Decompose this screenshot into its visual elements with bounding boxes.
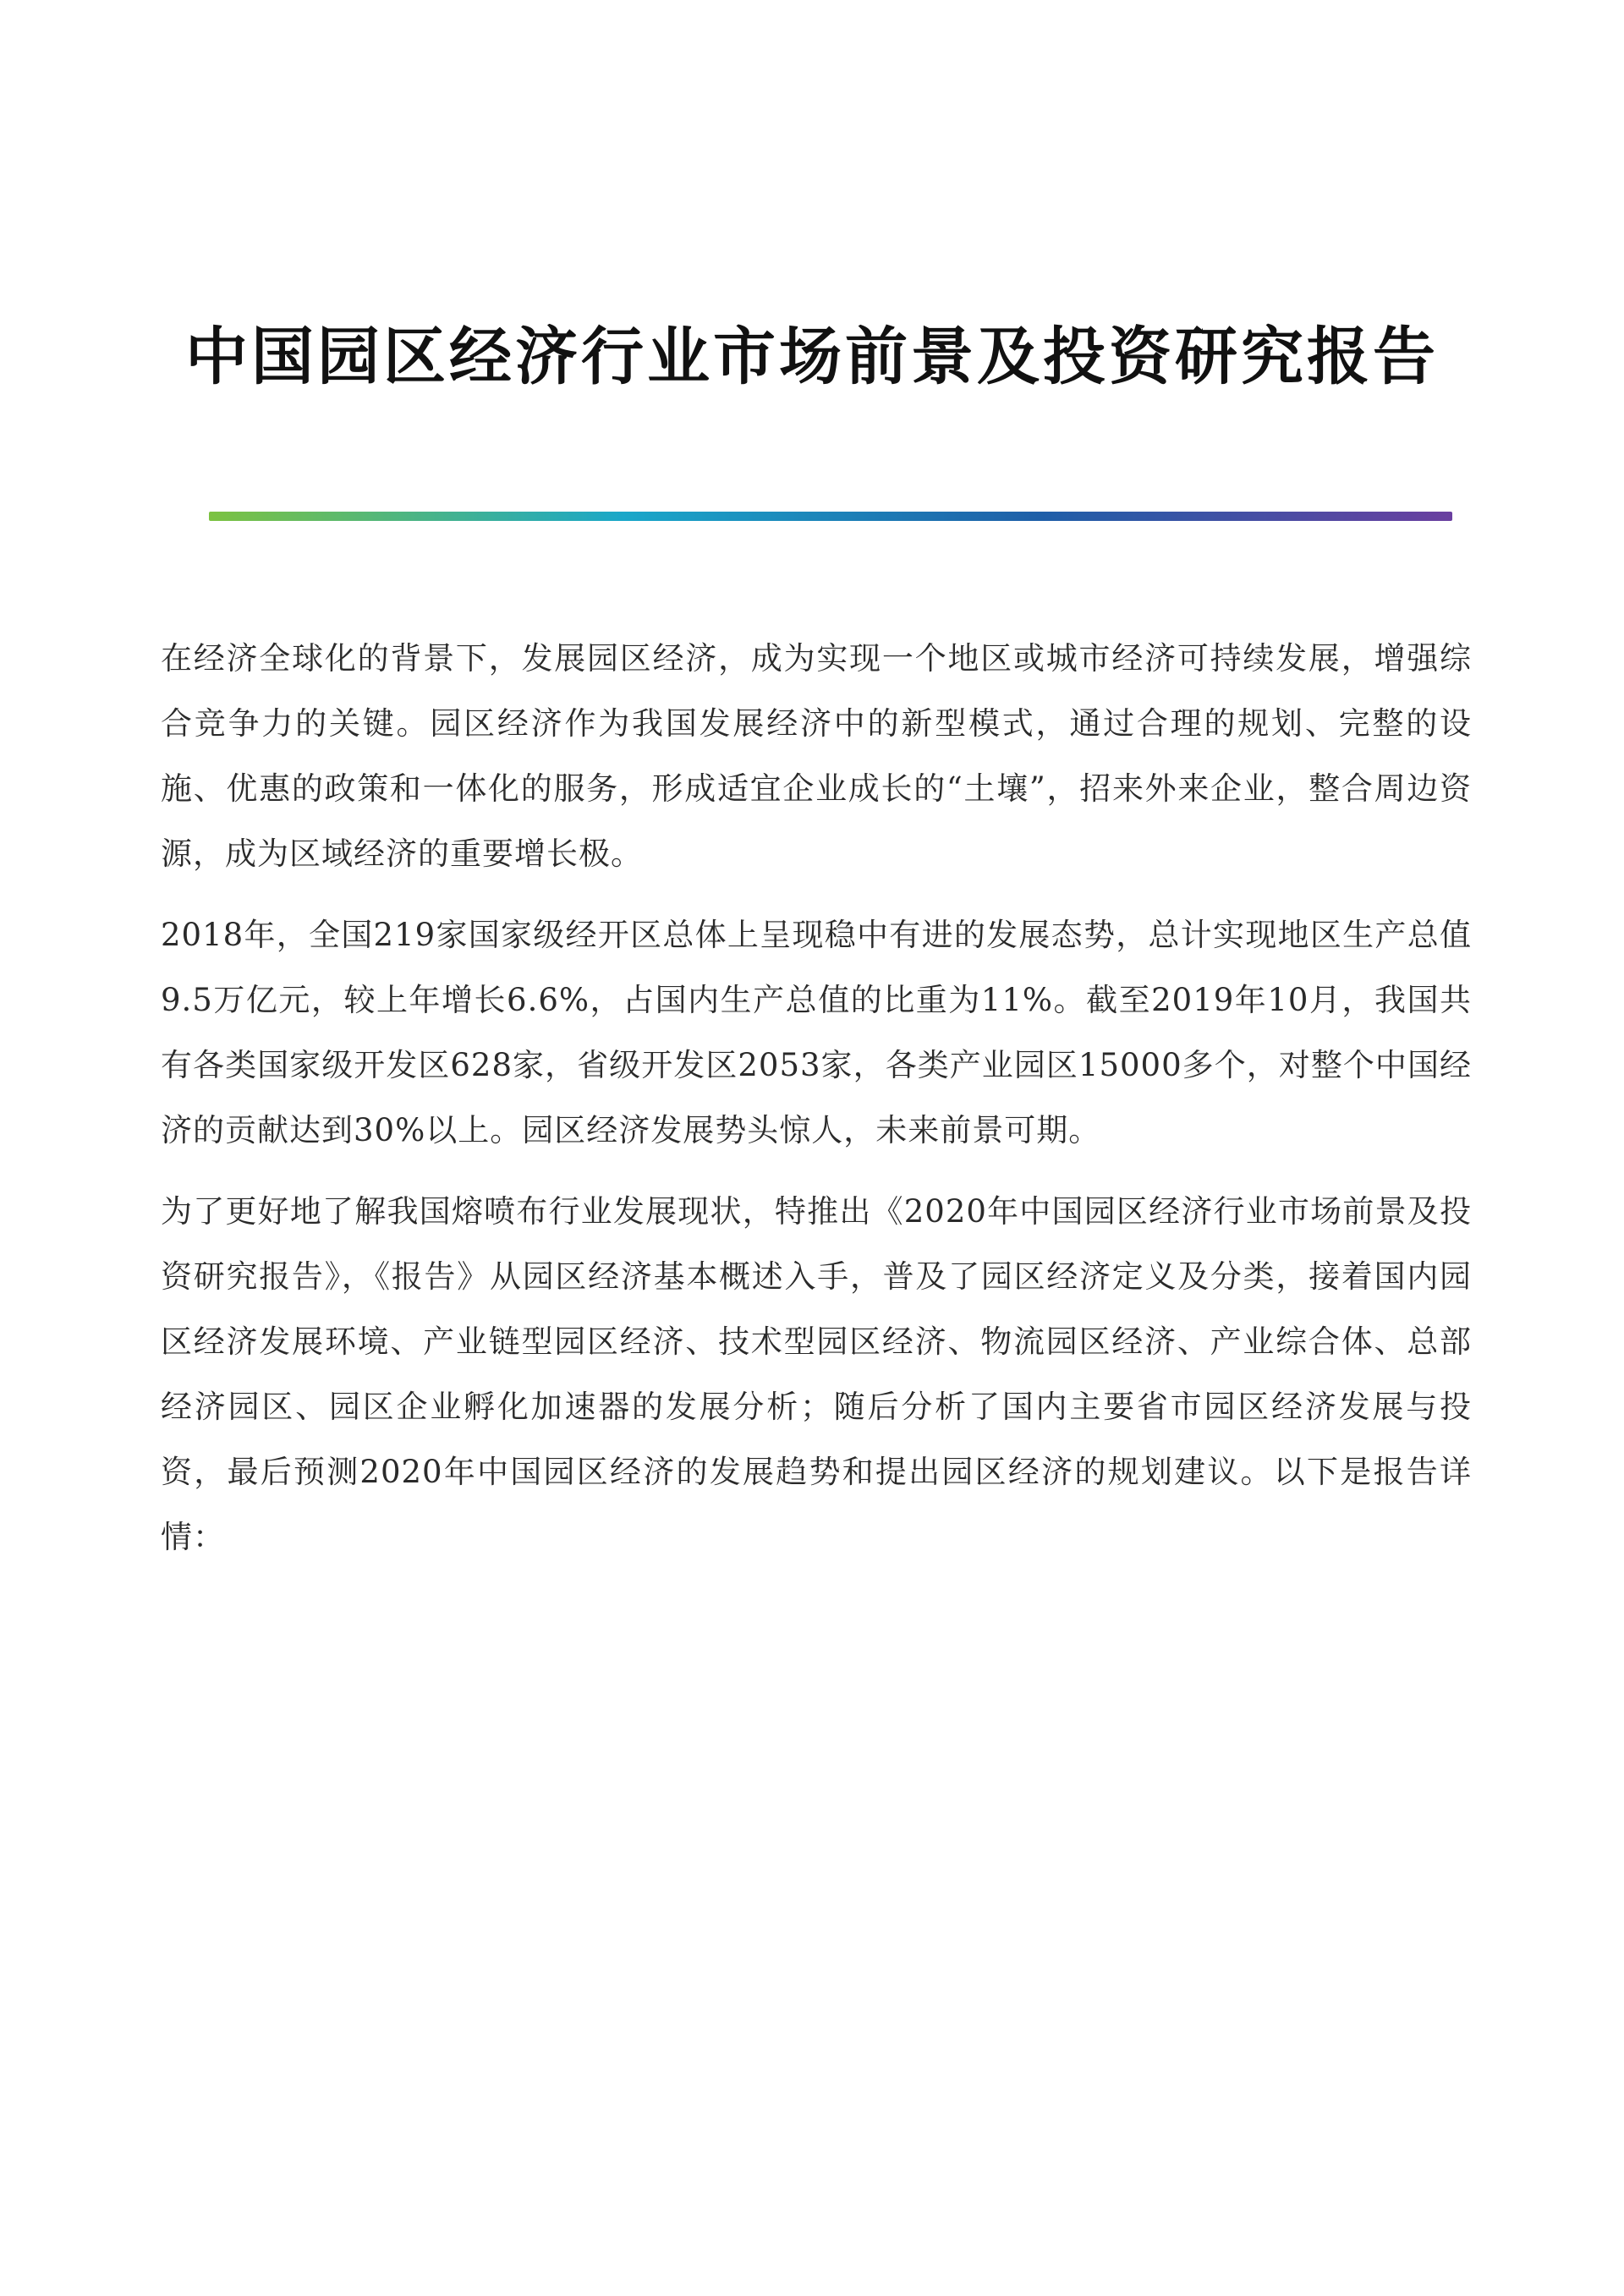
- document-body: [161, 626, 1472, 1586]
- title-divider-rule: [209, 512, 1452, 521]
- statistics-paragraph: 2018年，全国219家国家级经开区总体上呈现稳中有进的发展态势，总计实现地区生产总值9.5万亿元，较上年增长6.6%，占国内生产总值的比重为11%。截至2019年10月，我国共有各类国家级开发区628家，省级开发区2053家，各类产业园区15000多个，对整个中国经济的贡献达到30%以上。园区经济发展势头惊人，未来前景可期。: [161, 917, 1472, 1148]
- report-overview-paragraph: 为了更好地了解我国熔喷布行业发展现状，特推出《2020年中国园区经济行业市场前景及投资研究报告》，《报告》从园区经济基本概述入手，普及了园区经济定义及分类，接着国内园区经济发展环境、产业链型园区经济、技术型园区经济、物流园区经济、产业综合体、总部经济园区、园区企业孵化加速器的发展分析；随后分析了国内主要省市园区经济发展与投资，最后预测2020年中国园区经济的发展趋势和提出园区经济的规划建议。以下是报告详情：: [161, 1193, 1472, 1555]
- document-title: 中国园区经济行业市场前景及投资研究报告: [185, 321, 1439, 393]
- intro-paragraph: 在经济全球化的背景下，发展园区经济，成为实现一个地区或城市经济可持续发展，增强综合竞争力的关键。园区经济作为我国发展经济中的新型模式，通过合理的规划、完整的设施、优惠的政策和一体化的服务，形成适宜企业成长的“土壤”，招来外来企业，整合周边资源，成为区域经济的重要增长极。: [161, 640, 1472, 872]
